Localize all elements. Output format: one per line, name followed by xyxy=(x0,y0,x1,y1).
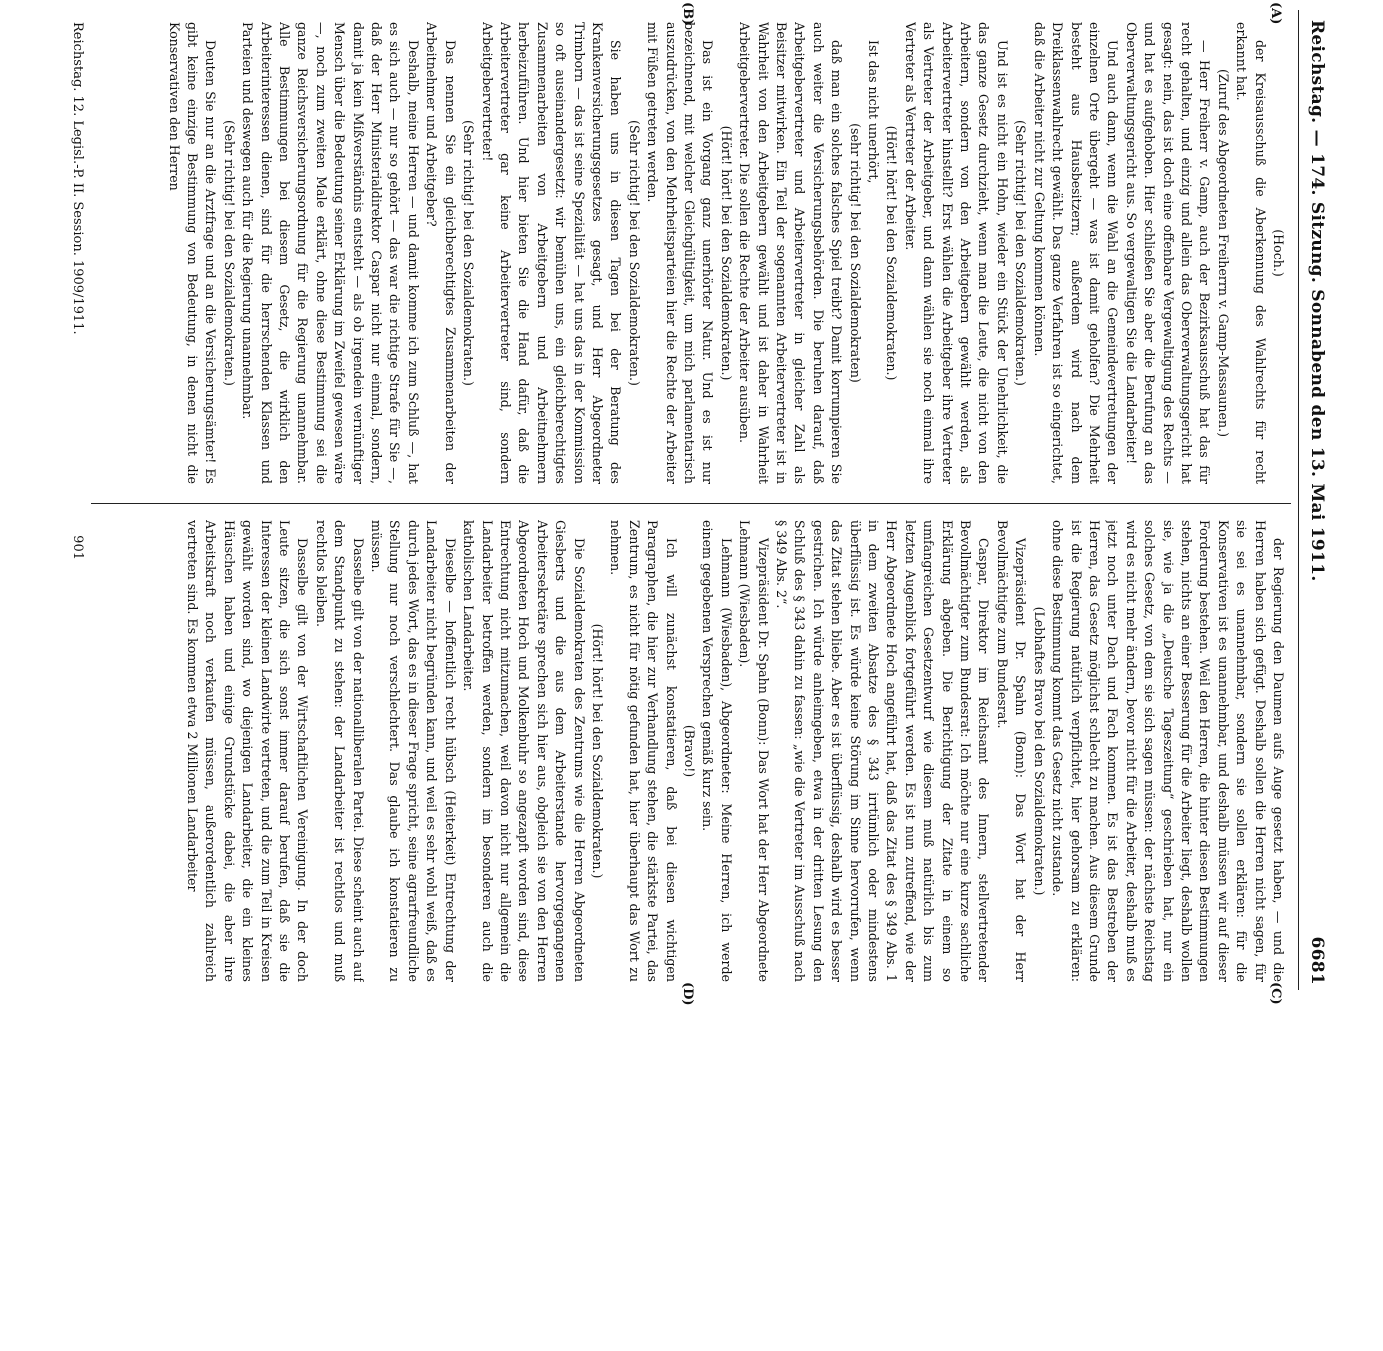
paragraph: Und ist es nicht ein Hohn, wieder ein Stück der Unehrlichkeit, die das ganze Gesetz durchzieht, wenn man die Leute, die nicht von den Arbeitern, sondern von den Arbeitgebern gewählt werden, als Arbeitervertreter hinstellt? Erst wählen die Arbeitgeber ihre Vertreter als Vertreter der Arbeitgeber, und dann wählen sie noch einmal ihre Vertreter als Vertreter der Arbeiter. xyxy=(902,22,1010,484)
footer-sheet-number: 901 xyxy=(70,535,85,560)
paragraph: Dieselbe — hoffentlich recht hübsch (Heiterkeit) Entrechtung der Landarbeiter nicht begründen kann, und weil es sehr wohl weiß, daß es durch jedes Wort, das es in dieser Frage spricht, seine agrarfreundliche Stellung nur noch verschlechtert. Das glaube ich konstatieren zu müssen. xyxy=(369,520,458,982)
right-column xyxy=(97,520,1287,982)
digitization-note xyxy=(0,0,22,1000)
paragraph: — Herr Freiherr v. Gamp, auch der Bezirksausschuß hat das für recht gehalten, und einzig und allein das Oberverwaltungsgericht hat gesagt: nein, das ist doch eine offenbare Vergewaltigung des Rechts — und hat es aufgehoben. Hier schließen Sie aber die Berufung an das Oberverwaltungsgericht aus. So vergewaltigen Sie die Landarbeiter! xyxy=(1123,22,1213,484)
left-column xyxy=(97,22,1287,484)
paragraph: (Hört! hört! bei den Sozialdemokraten.) xyxy=(589,623,605,879)
margin-mark-c: (C) xyxy=(1268,982,1283,1005)
paragraph: (sehr richtig! bei den Sozialdemokraten) xyxy=(847,123,863,383)
paragraph: Caspar, Direktor im Reichsamt des Innern, stellvertretender Bevollmächtigter zum Bundesrat: Ich möchte nur eine kurze sachliche Erklärung abgeben. Die Berichtigung der Zitate in einem so umfangreichen Gesetzentwurf wie diesem muß natürlich bis zum letzten Augenblick fortgeführt werden. Es ist nun zutreffend, wie der Herr Abgeordnete Hoch angeführt hat, daß das Zitat des § 349 Abs. 1 in dem zweiten Absatze des § 343 irrtümlich oder mindestens überflüssig ist. Es würde keine Störung im Sinne hervorrufen, wenn das Zitat stehen bliebe. Aber es ist überflüssig, deshalb wird es besser gestrichen. Ich würde anheimgeben, etwa in der dritten Lesung den Schluß des § 343 dahin zu fassen: „wie die Vertreter im Ausschuß nach § 349 Abs. 2“. xyxy=(774,520,992,982)
paragraph: der Regierung den Daumen aufs Auge gesetzt haben, — und die Herren haben sich gefügt. Deshalb sollen die Herren nicht sagen, für sie sei es unannehmbar, sondern sie sollen erklären: für die Konservativen ist es unannehmbar, und deshalb müssen wir auf dieser Forderung bestehen. Weil den Herren, die hinter diesen Bestimmungen stehen, nichts an einer Besserung für die Arbeiter liegt, deshalb wollen sie, wie ja die „Deutsche Tageszeitung“ geschrieben hat, nur ein solches Gesetz, von dem sie sich sagen müssen: der nächste Reichstag wird es nicht mehr ändern, bevor nicht für die Arbeiter, deshalb muß es jetzt noch unter Dach und Fach kommen. Es ist das Bestreben der Herren, das Gesetz möglichst schlecht zu machen. Aus diesem Grunde ist die Regierung natürlich verpflichtet, hier gehorsam zu erklären: ohne diese Bestimmung kommt das Gesetz nicht zustande. xyxy=(1050,520,1286,982)
paragraph: Lehmann (Wiesbaden), Abgeordneter: Meine Herren, ich werde einem gegebenen Versprechen gemäß kurz sein. xyxy=(700,520,734,982)
paragraph: Sie haben uns in diesen Tagen bei der Beratung des Krankenversicherungsgesetzes gesagt, und Herr Abgeordneter Trimborn — das ist seine Spezialität — hat uns das in der Kommission so oft auseinandergesetzt: wir bemühen uns, ein gleichberechtigtes Zusammenarbeiten von Arbeitgebern und Arbeitnehmern herbeizuführen. Und hier bieten Sie die Hand dafür, daß die Arbeitervertreter gar keine Arbeitervertreter sind, sondern Arbeitgebervertreter! xyxy=(479,22,624,484)
paragraph: (Sehr richtig! bei den Sozialdemokraten.) xyxy=(461,120,477,386)
page-footer xyxy=(61,0,85,1000)
paragraph: (Hört! hört! bei den Sozialdemokraten.) xyxy=(884,125,900,381)
page-header xyxy=(1297,0,1327,1000)
paragraph: Ist das nicht unerhört, xyxy=(866,40,882,184)
paragraph: Deshalb, meine Herren — und damit komme ich zum Schluß —, hat es sich auch — nur so gehört — das war die richtige Strafe für Sie —, daß der Herr Ministerialdirektor Caspar nicht nur einmal, sondern, damit ja kein Mißverständnis entsteht — als ob irgendein vernünftiger Mensch über die Bedeutung seiner Erklärung im Zweifel gewesen wäre —, noch zum zweiten Male erklärt, ohne diese Bestimmung sei die ganze Reichsversicherungsordnung für die Regierung unannehmbar. Alle Bestimmungen bei diesem Gesetz, die wirklich den Arbeiterinteressen dienen, sind für die herrschenden Klassen und Parteien und deswegen auch für die Regierung unannehmbar. xyxy=(240,22,421,484)
header-title: Reichstag. — 174. Sitzung. Sonnabend den 13. Mai 1911. xyxy=(1307,20,1327,582)
paragraph: Und auch dann, wenn die Wahl an die Gemeindevertretungen der einzelnen Orte übergeht — was ist damit geholfen? Die Mehrheit besteht aus Hausbesitzern; außerdem wird nach dem Dreiklassenwahlrecht gewählt. Das ganze Verfahren ist so eingerichtet, daß die Arbeiter nicht zur Geltung kommen können. xyxy=(1031,22,1121,484)
paragraph: Das ist ein Vorgang ganz unerhörter Natur. Und es ist nur bezeichnend, mit welcher Gleichgültigkeit, um mich parlamentarisch auszudrücken, von den Mehrheitsparteien hier die Rechte der Arbeiter mit Füßen getreten werden. xyxy=(645,22,716,484)
paragraph: (Sehr richtig! bei den Sozialdemokraten.) xyxy=(221,120,237,386)
document-page xyxy=(35,0,1335,1006)
paragraph: der Kreisausschuß die Aberkennung des Wahlrechts für recht erkannt hat. xyxy=(1234,22,1268,484)
paragraph: Die Sozialdemokraten des Zentrums wie die Herren Abgeordneten Giesberts und die aus dem Arbeiterstande hervorgegangenen Arbeitersekretäre sprechen sich hier aus, obgleich sie von den Herren Abgeordneten Hoch und Molkenbuhr so angezapft worden sind, diese Entrechtung nicht mitzumachen, weil davon nicht nur allgemein die Landarbeiter betroffen werden, sondern im besonderen auch die katholischen Landarbeiter. xyxy=(461,520,587,982)
page-number: 6681 xyxy=(1307,936,1327,985)
paragraph: (Hoch.) xyxy=(1271,229,1286,277)
paragraph: Das nennen Sie ein gleichberechtigtes Zusammenarbeiten der Arbeitnehmer und Arbeitgeber? xyxy=(424,22,458,484)
column-divider xyxy=(91,503,1291,504)
paragraph: Ich will zunächst konstatieren, daß bei diesen wichtigen Paragraphen, die hier zur Verhandlung stehen, die stärkste Partei, das Zentrum, es nicht für nötig gefunden hat, hier überhaupt das Wort zu nehmen. xyxy=(608,520,679,982)
paragraph: Dasselbe gilt von der Wirtschaftlichen Vereinigung. In der doch Leute sitzen, die sich sonst immer darauf berufen, daß sie die Interessen der kleinen Landwirte vertreten, und die zum Teil in Kreisen gewählt worden sind, wo diejenigen Landarbeiter, die ein kleines Häuschen haben und einige Grundstücke dabei, die aber ihre Arbeitskraft noch verkaufen müssen, außerordentlich zahlreich vertreten sind. Es kommen etwa 2 Millionen Landarbeiter xyxy=(185,520,311,982)
header-rule xyxy=(1298,10,1299,990)
paragraph: Dasselbe gilt von der nationalliberalen Partei. Diese scheint auch auf dem Standpunkt zu stehen: der Landarbeiter ist rechtlos und muß rechtlos bleiben. xyxy=(313,520,366,982)
paragraph: (Lebhaftes Bravo bei den Sozialdemokraten.) xyxy=(1031,606,1047,896)
margin-mark-a: (A) xyxy=(1268,2,1283,25)
margin-mark-b: (B) xyxy=(680,2,695,26)
paragraph: (Zuruf des Abgeordneten Freiherrn v. Gamp-Massaunen.) xyxy=(1215,68,1231,438)
paragraph: Deuten Sie nur an die Arztfrage und an die Versicherungsämter! Es gibt keine einzige Bestimmung von Bedeutung, in denen nicht die Konservativen den Herren xyxy=(166,22,219,484)
paragraph: (Sehr richtig! bei den Sozialdemokraten.) xyxy=(626,120,642,386)
paragraph: (Hört! hört! bei den Sozialdemokraten.) xyxy=(718,125,734,381)
footer-session: Reichstag. 12. Legisl.-P. II. Session. 1909/1911. xyxy=(70,22,85,335)
paragraph: (Sehr richtig! bei den Sozialdemokraten.) xyxy=(1013,120,1029,386)
paragraph: Vizepräsident Dr. Spahn (Bonn): Das Wort hat der Herr Abgeordnete Lehmann (Wiesbaden). xyxy=(737,520,771,982)
paragraph: (Bravo!) xyxy=(682,724,697,778)
paragraph: daß man ein solches falsches Spiel treibt? Damit korrumpieren Sie auch weiter die Versicherungsbehörden. Die beruhen darauf, daß Arbeitgebervertreter und Arbeitervertreter in gleicher Zahl als Beisitzer mitwirken. Ein Teil der sogenannten Arbeitervertreter ist in Wahrheit von den Arbeitgebern gewählt und ist daher in Wahrheit Arbeitgebervertreter. Die sollen die Rechte der Arbeiter ausüben. xyxy=(737,22,845,484)
paragraph: Vizepräsident Dr. Spahn (Bonn): Das Wort hat der Herr Bevollmächtigte zum Bundesrat. xyxy=(994,520,1029,982)
margin-mark-d: (D) xyxy=(680,982,695,1006)
